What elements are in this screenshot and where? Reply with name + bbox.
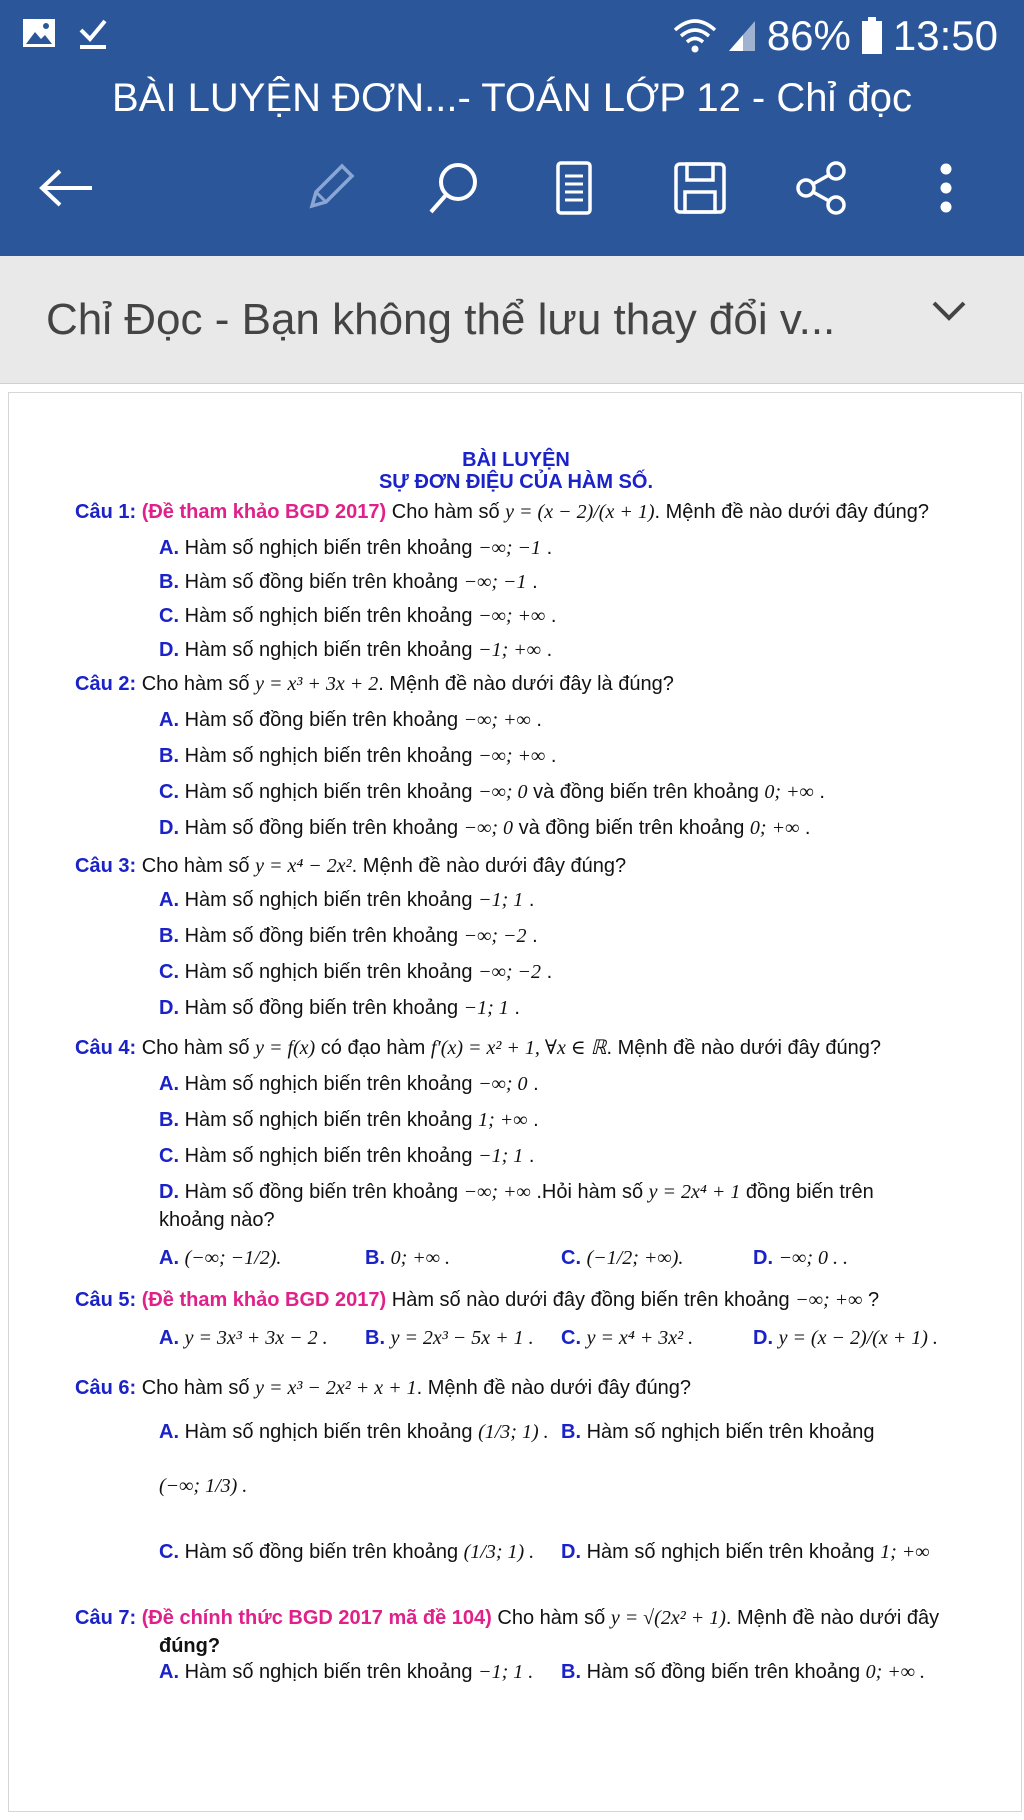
q4-sub-a [159,1245,281,1271]
punctuation: . [819,781,825,803]
option-letter: D. [159,997,179,1019]
formula: y = (x − 2)/(x + 1) [505,501,655,523]
reading-view-icon [554,160,594,221]
punctuation: . [532,571,538,593]
question-label: Câu 4: [75,1037,137,1059]
save-button[interactable] [658,148,742,232]
option-letter: C. [159,961,179,983]
q4-sub-b [365,1245,450,1271]
option-letter: B. [561,1421,581,1443]
interval: −1; 1 . [478,1661,534,1683]
formula: y = √(2x² + 1) [610,1607,726,1629]
punctuation: . [546,961,553,983]
option-text: Hàm số đồng biến trên khoảng [184,997,459,1019]
q2-option-a [159,707,542,733]
download-done-icon [78,18,108,50]
punctuation: . [533,1073,539,1095]
q4-option-d-wrap: khoảng nào? [159,1209,275,1231]
punctuation: . [528,1145,535,1167]
formula: f′(x) = x² + 1, ∀x ∈ ℝ [430,1037,607,1059]
option-letter: C. [159,781,179,803]
question-label: Câu 3: [75,855,137,877]
question-text: . Mệnh đề nào dưới đây đúng? [416,1377,692,1399]
back-arrow-icon [38,168,94,213]
question-2 [75,671,674,697]
interval: (−∞; 1/3) . [159,1475,248,1497]
option-text: Hàm số nghịch biến trên khoảng [586,1421,875,1443]
question-4 [75,1035,881,1061]
interval: 0; +∞ . [390,1247,450,1269]
interval: −∞; +∞ [463,709,531,731]
question-label: Câu 2: [75,673,137,695]
interval: 0; +∞ [749,817,800,839]
formula: y = x³ − 2x² + x + 1 [255,1377,417,1399]
option-text: Hàm số đồng biến trên khoảng [184,925,459,947]
q4-sub-d [753,1245,848,1271]
clock: 13:50 [892,12,998,59]
option-letter: C. [159,605,179,627]
option-letter: B. [159,1109,179,1131]
interval: −∞; +∞ [478,605,546,627]
question-label: Câu 5: [75,1289,137,1311]
q3-option-c [159,959,552,985]
question-1 [75,499,929,525]
option-letter: B. [365,1327,385,1349]
interval: (−∞; −1/2). [184,1247,282,1269]
q4-option-a [159,1071,539,1097]
question-text: Cho hàm số [141,1037,250,1059]
q6-option-a [159,1419,549,1445]
share-icon [794,160,850,221]
question-text: . Mệnh đề nào dưới đây đúng? [351,855,627,877]
q7-option-b [561,1659,925,1685]
option-text: Hàm số đồng biến trên khoảng [184,571,459,593]
punctuation: . [536,709,542,731]
q5-option-d [753,1325,938,1351]
read-only-banner[interactable] [0,256,1024,384]
option-text: Hàm số nghịch biến trên khoảng [184,961,473,983]
question-text: . Mệnh đề nào dưới đây đúng? [606,1037,881,1059]
option-text: Hàm số nghịch biến trên khoảng [184,745,473,767]
punctuation: . [546,639,553,661]
option-letter: A. [159,709,179,731]
option-text: .Hỏi hàm số [536,1181,644,1203]
q3-option-a [159,887,534,913]
interval: 0; +∞ [764,781,814,803]
q6-option-b-interval [159,1473,247,1499]
question-text: . Mệnh đề nào dưới đây đúng? [654,501,929,523]
formula: y = x³ + 3x + 2 [255,673,379,695]
punctuation: . [528,889,535,911]
app-bar [0,0,1024,256]
share-button[interactable] [780,148,864,232]
question-text: Cho hàm số [391,501,500,523]
pencil-icon [302,160,358,221]
q4-option-b [159,1107,539,1133]
question-7-wrap: đúng? [159,1635,221,1657]
interval: −1; 1 [478,1145,524,1167]
q2-option-d [159,815,810,841]
question-label: Câu 1: [75,501,137,523]
question-6 [75,1375,691,1401]
reading-view-button[interactable] [532,148,616,232]
punctuation: . [550,745,557,767]
option-text: Hàm số nghịch biến trên khoảng [586,1541,875,1563]
q5-option-c [561,1325,693,1351]
interval: −∞; 0 . . [778,1247,848,1269]
option-letter: A. [159,889,179,911]
interval: (1/3; 1) . [478,1421,549,1443]
interval: −∞; 0 [478,1073,528,1095]
option-text: và đồng biến trên khoảng [518,817,745,839]
wifi-icon [673,18,717,54]
option-letter: A. [159,1247,179,1269]
document-title: BÀI LUYỆN ĐƠN...- TOÁN LỚP 12 - Chỉ đọc [112,76,912,120]
interval: −∞; +∞ [478,745,546,767]
interval: −∞; −2 [478,961,542,983]
save-icon [673,161,727,220]
q3-option-d [159,995,520,1021]
option-text: Hàm số nghịch biến trên khoảng [184,889,473,911]
punctuation: . [546,537,553,559]
option-letter: A. [159,1073,179,1095]
formula: y = 2x³ − 5x + 1 . [390,1327,534,1349]
q5-option-a [159,1325,328,1351]
interval: −∞; −1 [463,571,527,593]
q1-option-d [159,637,552,663]
option-letter: A. [159,1421,179,1443]
q1-option-c [159,603,556,629]
q6-option-c [159,1539,534,1565]
q5-option-b [365,1325,534,1351]
question-text: Cho hàm số [141,673,250,695]
option-letter: C. [159,1145,179,1167]
interval: 0; +∞ . [865,1661,926,1683]
signal-icon [727,19,757,53]
option-text: và đồng biến trên khoảng [533,781,759,803]
option-text: Hàm số nghịch biến trên khoảng [184,537,473,559]
question-text: . Mệnh đề nào dưới đây [725,1607,940,1629]
option-letter: D. [159,817,179,839]
option-letter: B. [561,1661,581,1683]
q6-option-b [561,1419,875,1445]
option-text: đồng biến trên [745,1181,874,1203]
question-label: Câu 7: [75,1607,137,1629]
question-text: Cho hàm số [141,1377,250,1399]
interval: 1; +∞ [478,1109,528,1131]
question-text: Hàm số nào dưới đây đồng biến trên khoảng [391,1289,790,1311]
option-letter: B. [159,571,179,593]
option-letter: B. [159,925,179,947]
formula: y = x⁴ + 3x² . [586,1327,694,1349]
punctuation: . [532,925,538,947]
document-page[interactable] [8,392,1022,1812]
option-text: Hàm số đồng biến trên khoảng [184,1541,459,1563]
option-text: Hàm số đồng biến trên khoảng [184,709,459,731]
option-letter: C. [159,1541,179,1563]
interval: −∞; +∞ [463,1181,531,1203]
option-letter: A. [159,1661,179,1683]
punctuation: . [533,1109,539,1131]
search-icon [426,160,482,221]
option-letter: D. [561,1541,581,1563]
question-text: Cho hàm số [141,855,250,877]
interval: −1; 1 [478,889,524,911]
interval: −1; 1 [463,997,509,1019]
question-text: có đạo hàm [320,1037,426,1059]
interval: −∞; 0 [463,817,514,839]
option-letter: B. [365,1247,385,1269]
q1-option-a [159,535,552,561]
back-button[interactable] [24,148,108,232]
q3-option-b [159,923,538,949]
question-source: (Đề tham khảo BGD 2017) [141,1289,387,1311]
formula: y = (x − 2)/(x + 1) . [778,1327,938,1349]
q4-option-d [159,1179,874,1205]
image-icon [22,18,56,50]
option-text: Hàm số nghịch biến trên khoảng [184,1421,473,1443]
q2-option-b [159,743,556,769]
formula: y = 3x³ + 3x − 2 . [184,1327,328,1349]
read-only-message: Chỉ Đọc - Bạn không thể lưu thay đổi v... [46,295,836,344]
formula: y = x⁴ − 2x² [255,855,352,877]
q1-option-b [159,569,538,595]
formula: y = 2x⁴ + 1 [648,1181,741,1203]
option-text: Hàm số đồng biến trên khoảng [184,1181,459,1203]
question-label: Câu 6: [75,1377,137,1399]
edit-button[interactable] [288,148,372,232]
option-letter: D. [159,1181,179,1203]
interval: −∞; −2 [463,925,527,947]
question-7 [75,1605,939,1631]
punctuation: . [514,997,520,1019]
question-source: (Đề chính thức BGD 2017 mã đề 104) [141,1607,492,1629]
option-text: Hàm số nghịch biến trên khoảng [184,1073,473,1095]
question-source: (Đề tham khảo BGD 2017) [141,501,387,523]
option-letter: D. [753,1247,773,1269]
option-text: Hàm số nghịch biến trên khoảng [184,781,473,803]
chevron-down-icon[interactable] [932,300,966,327]
option-letter: D. [753,1327,773,1349]
more-vert-icon [938,162,954,219]
option-letter: D. [159,639,179,661]
interval: −∞; +∞ [795,1289,863,1311]
question-text: Cho hàm số [497,1607,606,1629]
option-text: Hàm số nghịch biến trên khoảng [184,1109,473,1131]
question-text: ? [867,1289,880,1311]
option-letter: B. [159,745,179,767]
q4-sub-c [561,1245,683,1271]
document-content [9,393,1023,1813]
question-5 [75,1287,879,1313]
question-3 [75,853,626,879]
option-text: Hàm số nghịch biến trên khoảng [184,1661,473,1683]
option-text: Hàm số nghịch biến trên khoảng [184,1145,473,1167]
battery-percent: 86% [766,12,851,59]
formula: y = f(x) [255,1037,316,1059]
option-text: Hàm số nghịch biến trên khoảng [184,639,473,661]
doc-heading-2: SỰ ĐƠN ĐIỆU CỦA HÀM SỐ. [378,471,654,493]
toolbar [0,148,1024,232]
interval: −∞; −1 [478,537,542,559]
q2-option-c [159,779,825,805]
search-button[interactable] [412,148,496,232]
q6-option-d [561,1539,930,1565]
status-bar [0,0,1024,76]
q4-option-c [159,1143,534,1169]
option-text: Hàm số đồng biến trên khoảng [586,1661,861,1683]
option-text: Hàm số nghịch biến trên khoảng [184,605,473,627]
interval: (1/3; 1) . [463,1541,535,1563]
option-letter: A. [159,1327,179,1349]
battery-icon [861,17,883,55]
q7-option-a [159,1659,533,1685]
punctuation: . [550,605,557,627]
punctuation: . [804,817,811,839]
doc-heading-1: BÀI LUYỆN [462,449,570,471]
option-letter: C. [561,1327,581,1349]
option-text: Hàm số đồng biến trên khoảng [184,817,459,839]
option-letter: C. [561,1247,581,1269]
question-text: . Mệnh đề nào dưới đây là đúng? [378,673,674,695]
option-letter: A. [159,537,179,559]
interval: 1; +∞ [880,1541,930,1563]
interval: −∞; 0 [478,781,528,803]
interval: −1; +∞ [478,639,542,661]
more-options-button[interactable] [904,148,988,232]
interval: (−1/2; +∞). [586,1247,684,1269]
